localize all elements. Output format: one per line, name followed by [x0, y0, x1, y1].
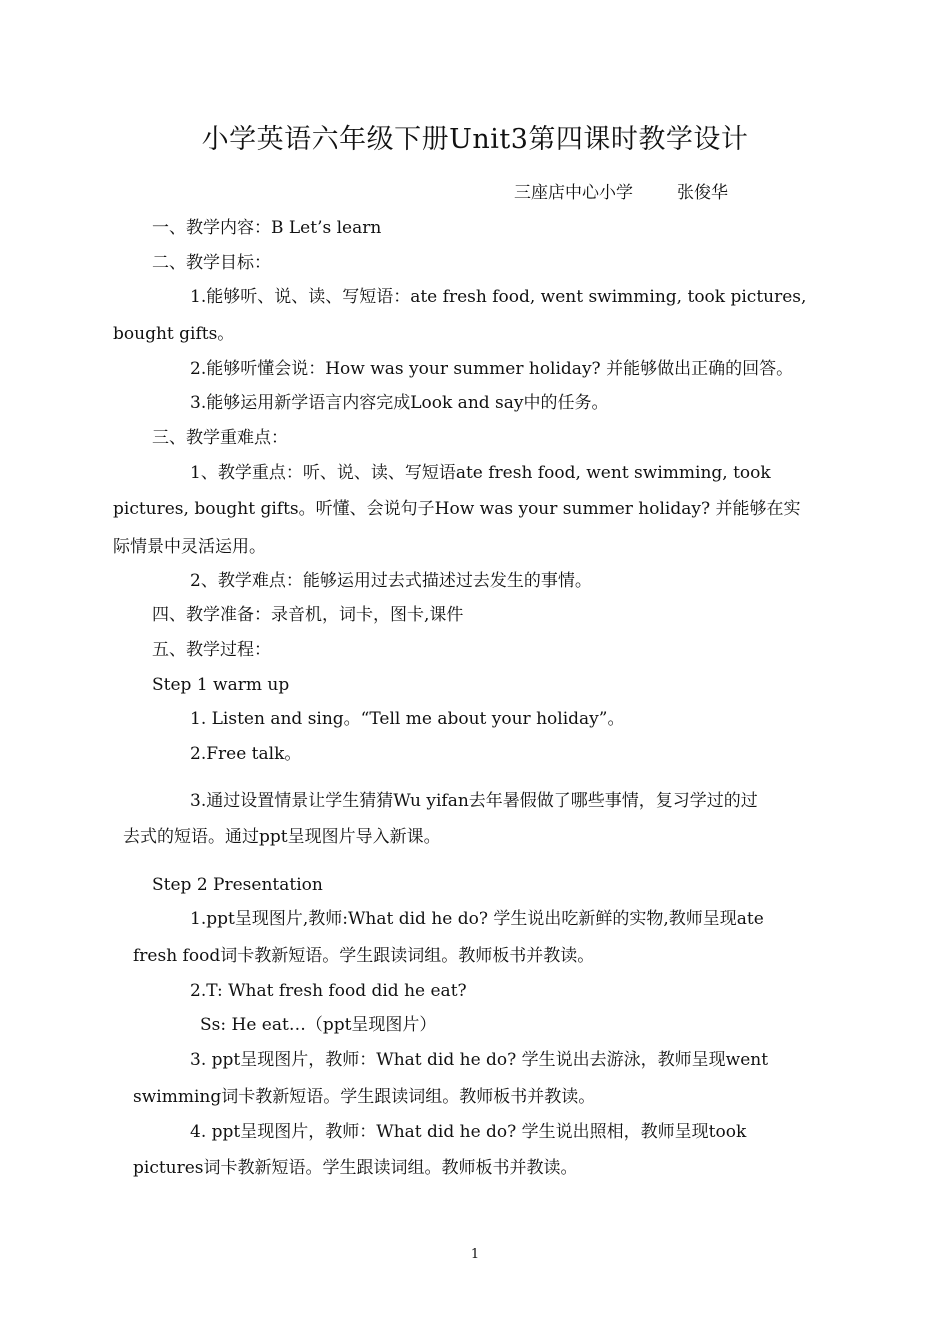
page-number: 1 [470, 1247, 480, 1262]
section-objectives: 二、教学目标： [152, 253, 271, 273]
objective-3: 3.能够运用新学语言内容完成Look and say中的任务。 [190, 393, 609, 413]
step-2-item-2-response: Ss: He eat…（ppt呈现图片） [200, 1015, 437, 1035]
author-school: 三座店中心小学 [514, 183, 633, 203]
step-1-item-3: 3.通过设置情景让学生猜猜Wu yifan去年暑假做了哪些事情，复习学过的过 [190, 791, 758, 811]
step-2-item-4: 4. ppt呈现图片，教师：What did he do? 学生说出照相，教师呈现took [190, 1122, 747, 1142]
difficult-point: 2、教学难点：能够运用过去式描述过去发生的事情。 [190, 571, 592, 591]
step-1-item-2: 2.Free talk。 [190, 744, 302, 764]
key-point-cont-2: 际情景中灵活运用。 [113, 537, 266, 557]
step-2-item-2: 2.T: What fresh food did he eat? [190, 981, 467, 1001]
objective-1: 1.能够听、说、读、写短语：ate fresh food, went swimming, took pictures, [190, 287, 807, 307]
section-content: 一、教学内容：B Let’s learn [152, 218, 382, 238]
section-process: 五、教学过程： [152, 640, 271, 660]
step-2-item-4-cont: pictures词卡教新短语。学生跟读词组。教师板书并教读。 [133, 1158, 578, 1178]
step-2-item-1-cont: fresh food词卡教新短语。学生跟读词组。教师板书并教读。 [133, 946, 595, 966]
step-2-item-3-cont: swimming词卡教新短语。学生跟读词组。教师板书并教读。 [133, 1087, 596, 1107]
key-point-cont: pictures, bought gifts。听懂、会说句子How was your summer holiday? 并能够在实 [113, 499, 801, 519]
objective-2: 2.能够听懂会说：How was your summer holiday? 并能够做出正确的回答。 [190, 359, 794, 379]
objective-1-cont: bought gifts。 [113, 324, 235, 344]
author-name: 张俊华 [677, 183, 728, 203]
step-2-heading: Step 2 Presentation [152, 875, 323, 895]
key-point: 1、教学重点：听、说、读、写短语ate fresh food, went swimming, took [190, 463, 771, 483]
step-2-item-1: 1.ppt呈现图片,教师:What did he do? 学生说出吃新鲜的实物,教师呈现ate [190, 909, 764, 929]
step-1-item-1: 1. Listen and sing。“Tell me about your holiday”。 [190, 709, 625, 729]
step-2-item-3: 3. ppt呈现图片，教师：What did he do? 学生说出去游泳，教师呈现went [190, 1050, 769, 1070]
step-1-item-3-cont: 去式的短语。通过ppt呈现图片导入新课。 [123, 827, 441, 847]
document-title: 小学英语六年级下册Unit3第四课时教学设计 [201, 124, 749, 155]
step-1-heading: Step 1 warm up [152, 675, 290, 695]
section-preparation: 四、教学准备：录音机，词卡，图卡,课件 [152, 605, 464, 625]
section-key-points: 三、教学重难点： [152, 428, 288, 448]
